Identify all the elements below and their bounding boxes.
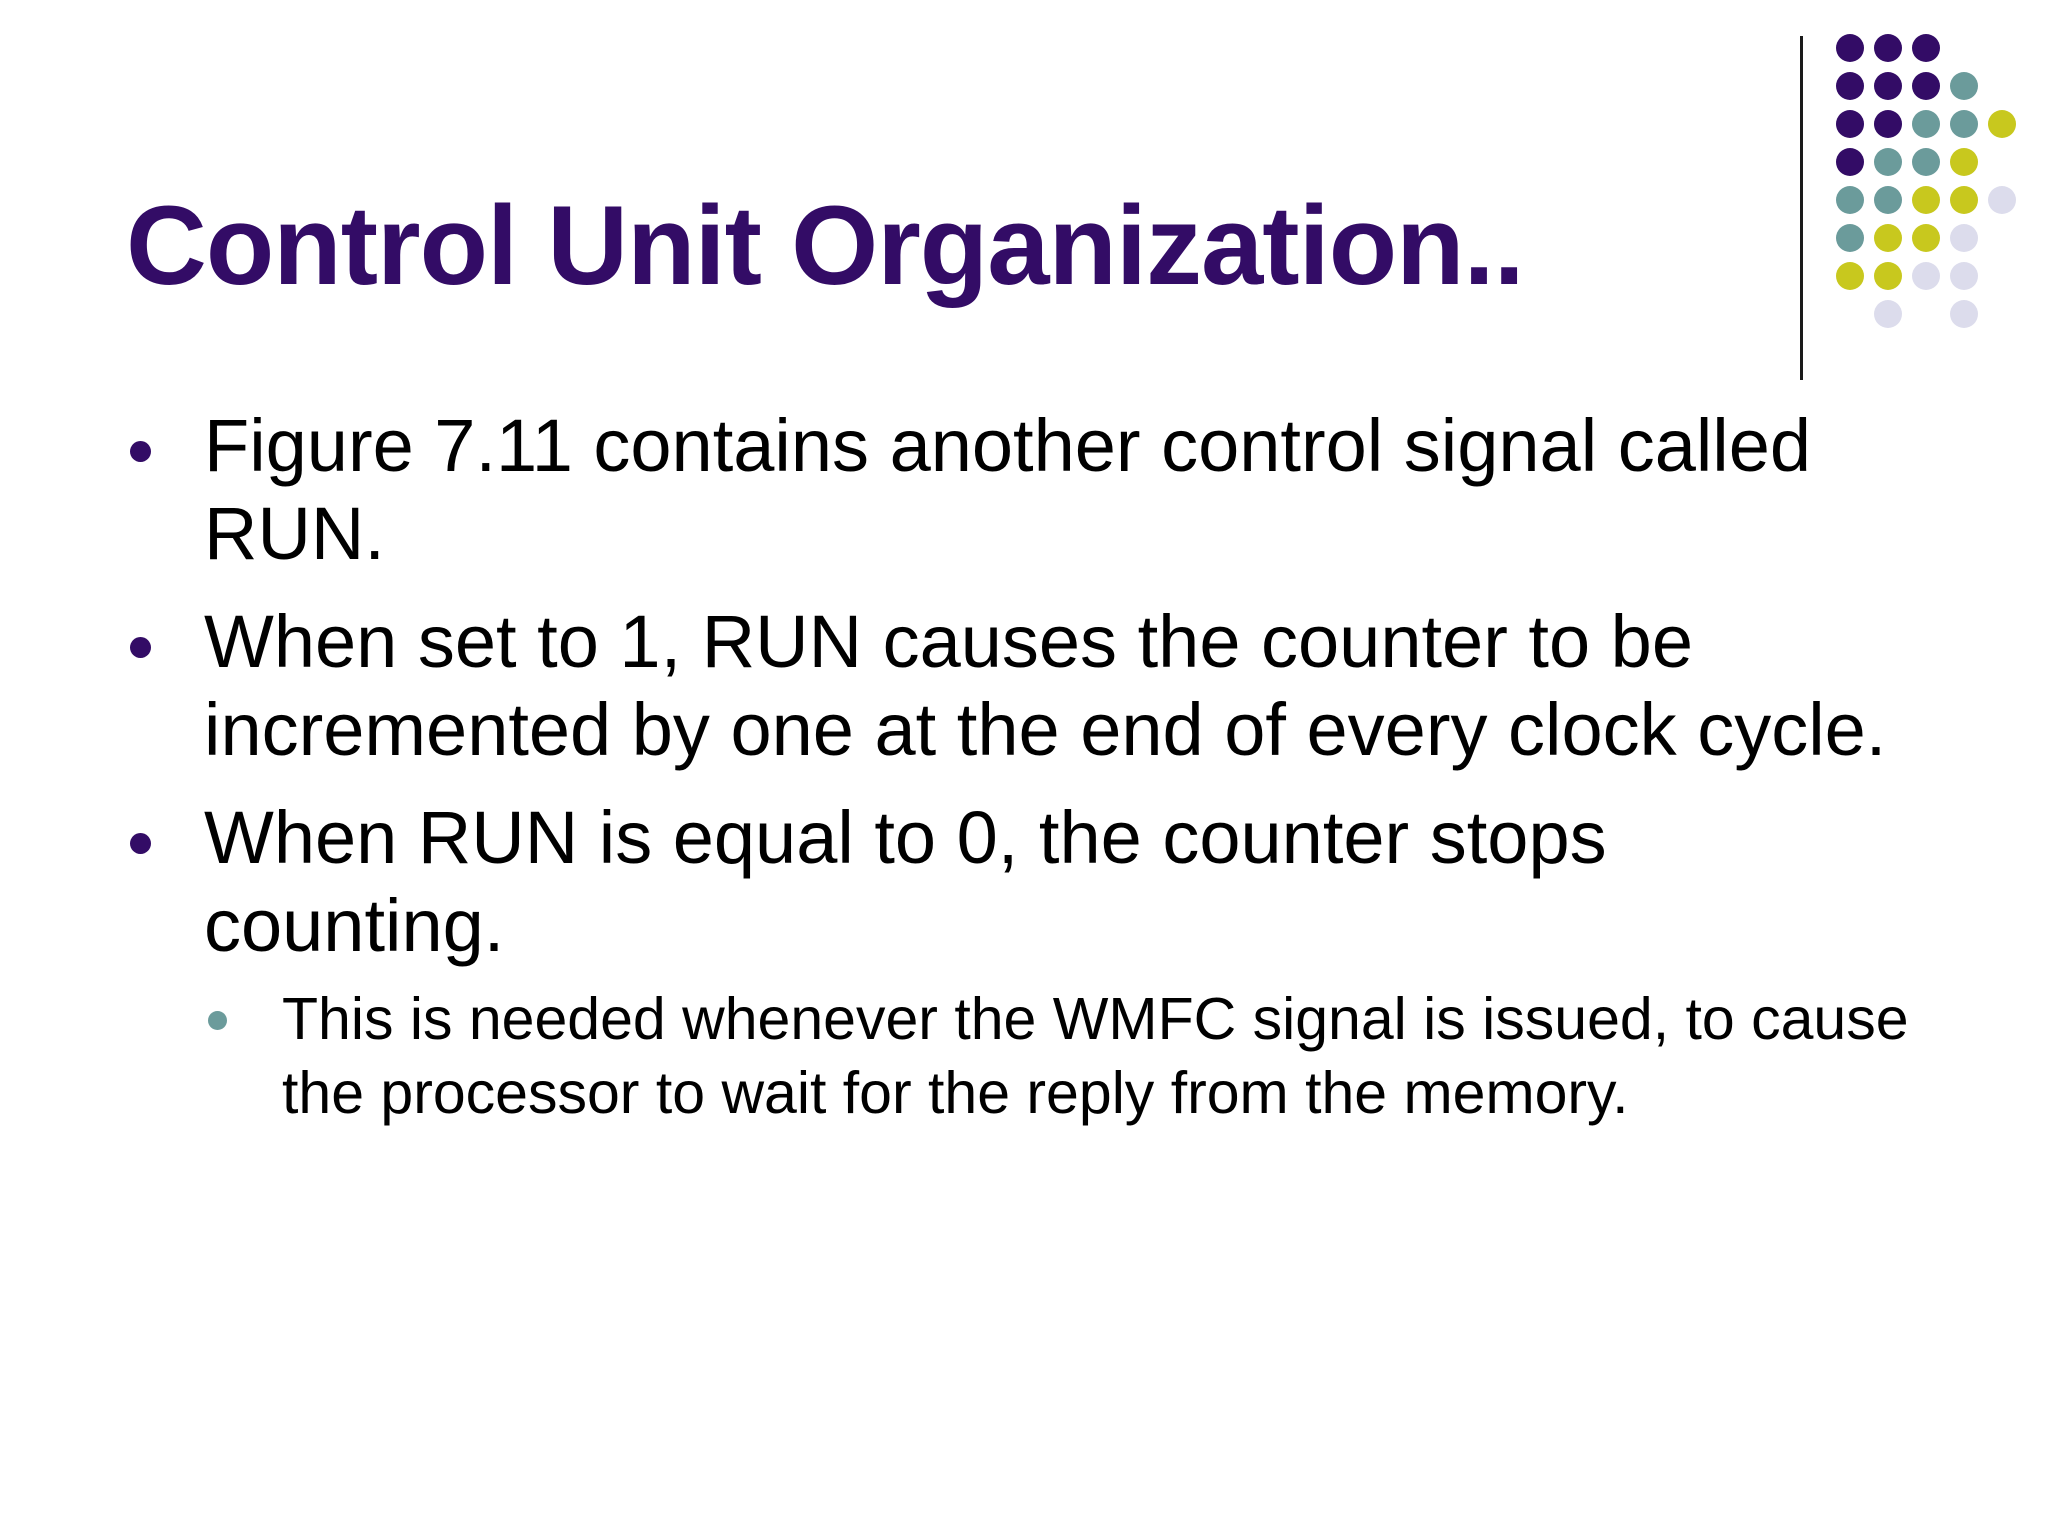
decorative-dot bbox=[1950, 300, 1978, 328]
sub-bullet-text: This is needed whenever the WMFC signal is issued, to cause the processor to wait for the reply from the memory. bbox=[282, 986, 1909, 1126]
decorative-dot bbox=[1950, 262, 1978, 290]
bullet-item bbox=[126, 598, 1926, 774]
sub-bullet-list bbox=[204, 982, 1926, 1130]
decorative-dot bbox=[1874, 148, 1902, 176]
decorative-dot bbox=[1836, 110, 1864, 138]
decorative-dot bbox=[1912, 110, 1940, 138]
decorative-dot bbox=[1988, 110, 2016, 138]
decorative-dot bbox=[1912, 224, 1940, 252]
decorative-dot bbox=[1912, 186, 1940, 214]
decorative-dot bbox=[1874, 224, 1902, 252]
bullet-dot-icon bbox=[130, 833, 151, 854]
bullet-dot-icon bbox=[130, 637, 151, 658]
decorative-dot bbox=[1836, 262, 1864, 290]
decorative-dot bbox=[1836, 148, 1864, 176]
decorative-dot bbox=[1912, 34, 1940, 62]
decorative-dot bbox=[1912, 72, 1940, 100]
bullet-list bbox=[126, 402, 1926, 1150]
bullet-dot-icon bbox=[130, 441, 151, 462]
bullet-text: When RUN is equal to 0, the counter stops counting. bbox=[204, 796, 1607, 967]
decorative-dot bbox=[1836, 224, 1864, 252]
sub-bullet-item bbox=[204, 982, 1926, 1130]
decorative-dot bbox=[1874, 72, 1902, 100]
decorative-dot bbox=[1836, 34, 1864, 62]
decorative-dot bbox=[1874, 34, 1902, 62]
decorative-dot bbox=[1950, 186, 1978, 214]
decorative-dot bbox=[1836, 72, 1864, 100]
decorative-dot bbox=[1836, 186, 1864, 214]
decorative-dot bbox=[1874, 186, 1902, 214]
sub-bullet-dot-icon bbox=[208, 1011, 227, 1030]
bullet-item bbox=[126, 794, 1926, 1130]
decorative-dot bbox=[1912, 148, 1940, 176]
bullet-item bbox=[126, 402, 1926, 578]
decorative-dot bbox=[1950, 110, 1978, 138]
decorative-dot bbox=[1988, 186, 2016, 214]
decorative-dot bbox=[1874, 110, 1902, 138]
bullet-text: When set to 1, RUN causes the counter to be incremented by one at the end of every clock cycle. bbox=[204, 600, 1887, 771]
decorative-dot bbox=[1912, 262, 1940, 290]
bullet-text: Figure 7.11 contains another control signal called RUN. bbox=[204, 404, 1812, 575]
decorative-dot bbox=[1950, 148, 1978, 176]
decorative-dot bbox=[1874, 262, 1902, 290]
decorative-dot bbox=[1950, 224, 1978, 252]
vertical-divider-line bbox=[1800, 36, 1803, 380]
slide-title: Control Unit Organization.. bbox=[126, 183, 1524, 308]
decorative-dot bbox=[1874, 300, 1902, 328]
decorative-dot bbox=[1950, 72, 1978, 100]
